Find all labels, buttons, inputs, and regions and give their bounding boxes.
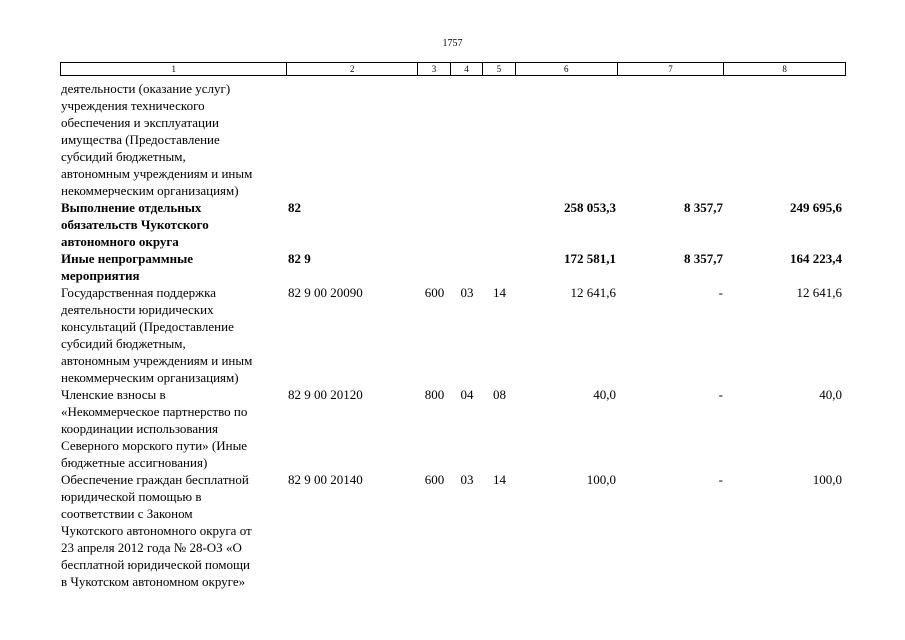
row-code-cell: 82 [288, 200, 301, 215]
row-federal-cell: 8 357,7 [684, 251, 723, 266]
column-header-3: 3 [418, 63, 451, 75]
column-header-6: 6 [516, 63, 618, 75]
row-name-cell: Государственная поддержка деятельности юридических консультаций (Предоставление субсидий бюджетным, автономным учреждениям и иным некоммерческим организациям) [61, 285, 253, 385]
row-name-cell: Выполнение отдельных обязательств Чукотского автономного округа [61, 200, 209, 249]
row-federal-cell: - [718, 285, 723, 300]
row-total-cell: 258 053,3 [564, 200, 616, 215]
row-federal-cell: - [718, 472, 723, 487]
row-name-cell: деятельности (оказание услуг) учреждения технического обеспечения и эксплуатации имущества (Предоставление субсидий бюджетным, автономным учреждениям и иным некоммерческим организациям) [61, 81, 253, 198]
row-regional-cell: 100,0 [812, 472, 842, 487]
row-name-cell: Обеспечение граждан бесплатной юридической помощью в соответствии с Законом Чукотского автономного округа от 23 апреля 2012 года № 28-ОЗ «О бесплатной юридической помощи в Чукотском автономном округе» [61, 472, 252, 589]
table-row [60, 471, 846, 590]
row-regional-cell: 40,0 [819, 387, 842, 402]
row-vr-cell: 600 [424, 472, 445, 487]
row-total-cell: 12 641,6 [570, 285, 616, 300]
row-name-cell: Членские взносы в «Некоммерческое партнерство по координации использования Северного морского пути» (Иные бюджетные ассигнования) [61, 387, 248, 470]
row-regional-cell: 249 695,6 [790, 200, 842, 215]
row-total-cell: 100,0 [586, 472, 616, 487]
column-header-4: 4 [451, 63, 483, 75]
row-total-cell: 40,0 [593, 387, 616, 402]
row-vr-cell: 600 [424, 285, 445, 300]
row-code-cell: 82 9 [288, 251, 311, 266]
column-header-row [60, 62, 846, 76]
table-row [60, 80, 846, 199]
column-header-2: 2 [287, 63, 418, 75]
page-number: 1757 [442, 38, 463, 49]
column-header-1: 1 [61, 63, 287, 75]
column-header-5: 5 [483, 63, 516, 75]
row-code-cell: 82 9 00 20140 [288, 472, 363, 487]
row-rz-cell: 04 [460, 387, 474, 402]
row-code-cell: 82 9 00 20120 [288, 387, 363, 402]
row-name-cell: Иные непрограммные мероприятия [61, 251, 194, 283]
table-row [60, 199, 846, 250]
row-total-cell: 172 581,1 [564, 251, 616, 266]
budget-table-body [60, 80, 846, 590]
row-rz-cell: 03 [460, 285, 474, 300]
row-pr-cell: 14 [493, 285, 506, 300]
row-vr-cell: 800 [424, 387, 445, 402]
row-federal-cell: - [718, 387, 723, 402]
row-pr-cell: 08 [493, 387, 506, 402]
row-regional-cell: 164 223,4 [790, 251, 842, 266]
row-code-cell: 82 9 00 20090 [288, 285, 363, 300]
row-federal-cell: 8 357,7 [684, 200, 723, 215]
row-pr-cell: 14 [493, 472, 506, 487]
table-row [60, 284, 846, 386]
table-row [60, 250, 846, 284]
column-header-7: 7 [618, 63, 725, 75]
table-row [60, 386, 846, 471]
row-regional-cell: 12 641,6 [796, 285, 842, 300]
column-header-8: 8 [782, 64, 787, 74]
row-rz-cell: 03 [460, 472, 474, 487]
